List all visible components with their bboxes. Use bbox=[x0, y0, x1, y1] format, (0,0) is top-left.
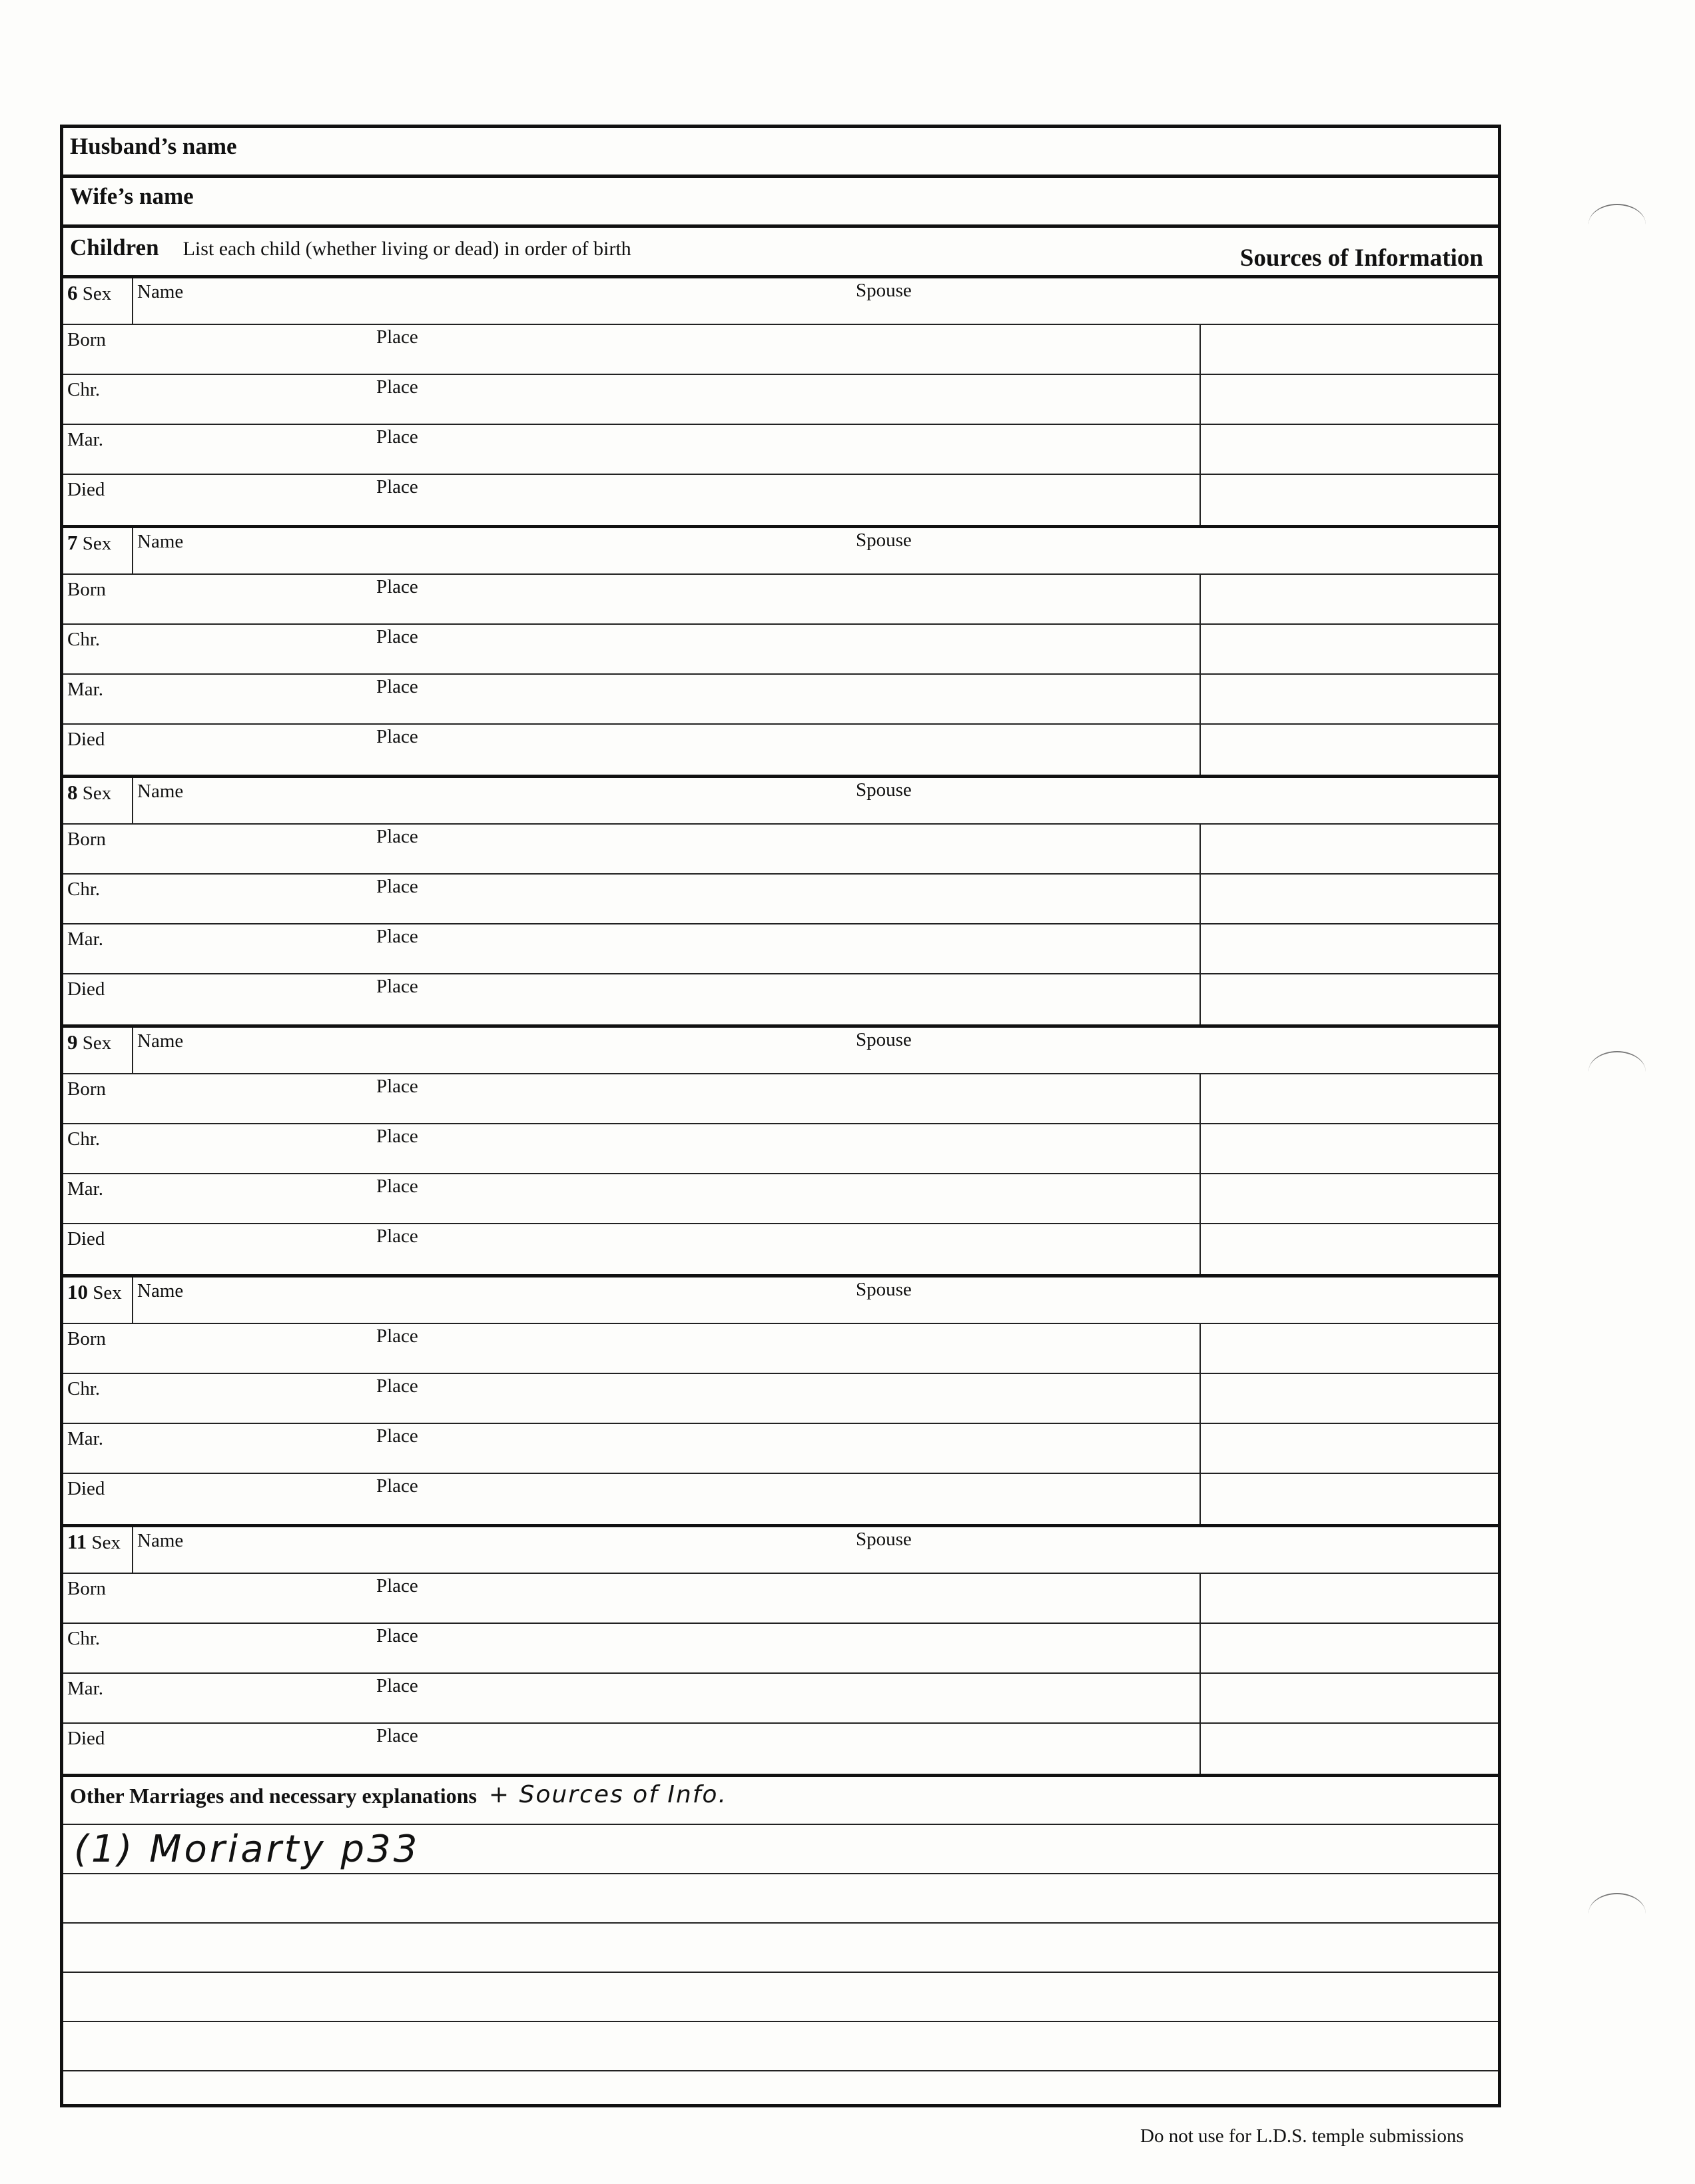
event-row-chr bbox=[63, 625, 1498, 675]
mar-date-place-field[interactable] bbox=[63, 1674, 1199, 1722]
child-sex-field[interactable] bbox=[63, 778, 133, 823]
spouse-label: Spouse bbox=[856, 280, 912, 301]
event-row-born bbox=[63, 1574, 1498, 1624]
chr-date-place-field[interactable] bbox=[63, 1624, 1199, 1672]
name-label: Name bbox=[137, 781, 184, 802]
event-row-mar bbox=[63, 1174, 1498, 1224]
event-row-born bbox=[63, 825, 1498, 875]
sex-label: Sex bbox=[82, 783, 112, 804]
other-marriages-header bbox=[63, 1777, 1498, 1825]
place-label: Place bbox=[376, 1725, 418, 1746]
footer-note: Do not use for L.D.S. temple submissions bbox=[1140, 2125, 1464, 2147]
children-label: Children bbox=[70, 234, 159, 260]
source-field[interactable] bbox=[1199, 1574, 1498, 1623]
chr-date-place-field[interactable] bbox=[63, 375, 1199, 424]
name-label: Name bbox=[137, 1030, 184, 1052]
source-field[interactable] bbox=[1199, 375, 1498, 424]
name-label: Name bbox=[137, 1280, 184, 1301]
born-date-place-field[interactable] bbox=[63, 1574, 1199, 1623]
child-number: 8 bbox=[67, 781, 78, 804]
explanation-line[interactable] bbox=[63, 2071, 1498, 2104]
born-label: Born bbox=[67, 1578, 106, 1599]
children-instructions: List each child (whether living or dead) in order of birth bbox=[182, 238, 631, 260]
child-entry bbox=[63, 1028, 1498, 1277]
born-date-place-field[interactable] bbox=[63, 1074, 1199, 1123]
source-field[interactable] bbox=[1199, 1174, 1498, 1223]
mar-date-place-field[interactable] bbox=[63, 675, 1199, 723]
source-field[interactable] bbox=[1199, 875, 1498, 923]
child-name-row bbox=[63, 1527, 1498, 1574]
place-label: Place bbox=[376, 826, 418, 847]
born-label: Born bbox=[67, 829, 106, 850]
place-label: Place bbox=[376, 1675, 418, 1696]
event-row-chr bbox=[63, 1124, 1498, 1174]
source-field[interactable] bbox=[1199, 1374, 1498, 1423]
born-date-place-field[interactable] bbox=[63, 575, 1199, 623]
child-entry bbox=[63, 278, 1498, 528]
event-row-died bbox=[63, 725, 1498, 775]
husband-name-row[interactable] bbox=[63, 128, 1498, 178]
children-header bbox=[63, 228, 1498, 278]
source-field[interactable] bbox=[1199, 1074, 1498, 1123]
child-number: 9 bbox=[67, 1030, 78, 1054]
place-label: Place bbox=[376, 326, 418, 348]
spouse-label: Spouse bbox=[856, 1279, 912, 1300]
handwritten-entry: (1) Moriarty p33 bbox=[74, 1828, 420, 1871]
place-label: Place bbox=[376, 626, 418, 647]
source-field[interactable] bbox=[1199, 1474, 1498, 1524]
child-entry bbox=[63, 528, 1498, 778]
died-date-place-field[interactable] bbox=[63, 725, 1199, 775]
event-row-chr bbox=[63, 1374, 1498, 1424]
chr-label: Chr. bbox=[67, 379, 101, 400]
chr-label: Chr. bbox=[67, 1378, 101, 1399]
event-row-born bbox=[63, 1074, 1498, 1124]
event-row-died bbox=[63, 974, 1498, 1024]
died-label: Died bbox=[67, 1478, 105, 1499]
event-row-mar bbox=[63, 1674, 1498, 1724]
child-name-field[interactable] bbox=[133, 278, 1498, 324]
event-row-chr bbox=[63, 1624, 1498, 1674]
child-sex-field[interactable] bbox=[63, 528, 133, 573]
chr-label: Chr. bbox=[67, 629, 101, 650]
other-marriages-label: Other Marriages and necessary explanations bbox=[70, 1784, 477, 1808]
child-name-row bbox=[63, 1277, 1498, 1324]
sex-label: Sex bbox=[82, 283, 112, 304]
child-name-row bbox=[63, 528, 1498, 575]
mar-label: Mar. bbox=[67, 1428, 103, 1449]
name-label: Name bbox=[137, 281, 184, 302]
sources-of-information-label: Sources of Information bbox=[1239, 244, 1483, 272]
died-date-place-field[interactable] bbox=[63, 1724, 1199, 1774]
family-group-sheet-form bbox=[60, 125, 1501, 2107]
source-field[interactable] bbox=[1199, 1674, 1498, 1722]
mar-label: Mar. bbox=[67, 679, 103, 700]
source-field[interactable] bbox=[1199, 1724, 1498, 1774]
child-entry bbox=[63, 778, 1498, 1028]
born-label: Born bbox=[67, 1078, 106, 1100]
child-number: 11 bbox=[67, 1530, 87, 1553]
event-row-born bbox=[63, 1324, 1498, 1374]
binder-hole-bottom bbox=[1588, 1893, 1646, 1934]
mar-date-place-field[interactable] bbox=[63, 425, 1199, 474]
child-name-row bbox=[63, 1028, 1498, 1074]
child-sex-field[interactable] bbox=[63, 1527, 133, 1573]
mar-label: Mar. bbox=[67, 928, 103, 950]
died-label: Died bbox=[67, 1728, 105, 1749]
chr-date-place-field[interactable] bbox=[63, 875, 1199, 923]
died-label: Died bbox=[67, 479, 105, 500]
source-field[interactable] bbox=[1199, 1324, 1498, 1373]
sex-label: Sex bbox=[91, 1532, 121, 1553]
mar-label: Mar. bbox=[67, 1178, 103, 1200]
source-field[interactable] bbox=[1199, 1224, 1498, 1274]
binder-hole-middle bbox=[1588, 1051, 1646, 1092]
explanation-line[interactable] bbox=[63, 1973, 1498, 2022]
place-label: Place bbox=[376, 1126, 418, 1147]
born-date-place-field[interactable] bbox=[63, 325, 1199, 374]
child-number: 6 bbox=[67, 281, 78, 304]
source-field[interactable] bbox=[1199, 924, 1498, 973]
name-label: Name bbox=[137, 1530, 184, 1551]
source-field[interactable] bbox=[1199, 1424, 1498, 1473]
event-row-mar bbox=[63, 924, 1498, 974]
event-row-born bbox=[63, 325, 1498, 375]
spouse-label: Spouse bbox=[856, 779, 912, 801]
place-label: Place bbox=[376, 1425, 418, 1447]
explanation-line[interactable] bbox=[63, 2022, 1498, 2071]
child-name-row bbox=[63, 278, 1498, 325]
sex-label: Sex bbox=[82, 533, 112, 554]
died-date-place-field[interactable] bbox=[63, 1224, 1199, 1274]
mar-label: Mar. bbox=[67, 429, 103, 450]
name-label: Name bbox=[137, 531, 184, 552]
died-date-place-field[interactable] bbox=[63, 1474, 1199, 1524]
mar-date-place-field[interactable] bbox=[63, 924, 1199, 973]
child-number: 10 bbox=[67, 1280, 88, 1303]
husband-name-label: Husband’s name bbox=[70, 133, 237, 159]
source-field[interactable] bbox=[1199, 1624, 1498, 1672]
mar-date-place-field[interactable] bbox=[63, 1174, 1199, 1223]
died-label: Died bbox=[67, 729, 105, 750]
source-field[interactable] bbox=[1199, 1124, 1498, 1173]
place-label: Place bbox=[376, 926, 418, 947]
child-name-field[interactable] bbox=[133, 778, 1498, 823]
born-label: Born bbox=[67, 1328, 106, 1349]
born-label: Born bbox=[67, 579, 106, 600]
event-row-mar bbox=[63, 425, 1498, 475]
event-row-chr bbox=[63, 875, 1498, 924]
sex-label: Sex bbox=[82, 1032, 112, 1054]
wife-name-label: Wife’s name bbox=[70, 183, 194, 209]
source-field[interactable] bbox=[1199, 625, 1498, 673]
died-label: Died bbox=[67, 1228, 105, 1250]
place-label: Place bbox=[376, 1176, 418, 1197]
place-label: Place bbox=[376, 676, 418, 697]
explanation-line[interactable] bbox=[63, 1924, 1498, 1973]
child-number: 7 bbox=[67, 531, 78, 554]
source-field[interactable] bbox=[1199, 675, 1498, 723]
event-row-died bbox=[63, 1474, 1498, 1524]
died-date-place-field[interactable] bbox=[63, 475, 1199, 525]
mar-label: Mar. bbox=[67, 1678, 103, 1699]
child-name-field[interactable] bbox=[133, 528, 1498, 573]
child-entry bbox=[63, 1277, 1498, 1527]
event-row-mar bbox=[63, 1424, 1498, 1474]
event-row-died bbox=[63, 475, 1498, 525]
event-row-died bbox=[63, 1724, 1498, 1774]
binder-hole-top bbox=[1588, 204, 1646, 245]
child-name-field[interactable] bbox=[133, 1277, 1498, 1323]
event-row-chr bbox=[63, 375, 1498, 425]
chr-label: Chr. bbox=[67, 1128, 101, 1150]
place-label: Place bbox=[376, 1375, 418, 1397]
place-label: Place bbox=[376, 876, 418, 897]
place-label: Place bbox=[376, 1625, 418, 1646]
spouse-label: Spouse bbox=[856, 530, 912, 551]
source-field[interactable] bbox=[1199, 475, 1498, 525]
explanation-line[interactable] bbox=[63, 1825, 1498, 1874]
event-row-died bbox=[63, 1224, 1498, 1274]
spouse-label: Spouse bbox=[856, 1029, 912, 1050]
child-sex-field[interactable] bbox=[63, 1277, 133, 1323]
source-field[interactable] bbox=[1199, 325, 1498, 374]
source-field[interactable] bbox=[1199, 425, 1498, 474]
explanation-line[interactable] bbox=[63, 1874, 1498, 1924]
child-sex-field[interactable] bbox=[63, 278, 133, 324]
source-field[interactable] bbox=[1199, 725, 1498, 775]
child-name-field[interactable] bbox=[133, 1028, 1498, 1073]
child-entry bbox=[63, 1527, 1498, 1777]
explanation-lines bbox=[63, 1825, 1498, 2104]
source-field[interactable] bbox=[1199, 825, 1498, 873]
died-label: Died bbox=[67, 978, 105, 1000]
source-field[interactable] bbox=[1199, 575, 1498, 623]
mar-date-place-field[interactable] bbox=[63, 1424, 1199, 1473]
died-date-place-field[interactable] bbox=[63, 974, 1199, 1024]
wife-name-row[interactable] bbox=[63, 178, 1498, 228]
place-label: Place bbox=[376, 1226, 418, 1247]
chr-label: Chr. bbox=[67, 1628, 101, 1649]
child-name-row bbox=[63, 778, 1498, 825]
place-label: Place bbox=[376, 426, 418, 448]
born-date-place-field[interactable] bbox=[63, 825, 1199, 873]
child-sex-field[interactable] bbox=[63, 1028, 133, 1073]
place-label: Place bbox=[376, 1475, 418, 1497]
place-label: Place bbox=[376, 376, 418, 398]
place-label: Place bbox=[376, 476, 418, 498]
chr-label: Chr. bbox=[67, 879, 101, 900]
place-label: Place bbox=[376, 576, 418, 597]
chr-date-place-field[interactable] bbox=[63, 1124, 1199, 1173]
event-row-born bbox=[63, 575, 1498, 625]
source-field[interactable] bbox=[1199, 974, 1498, 1024]
chr-date-place-field[interactable] bbox=[63, 625, 1199, 673]
born-label: Born bbox=[67, 329, 106, 350]
place-label: Place bbox=[376, 1325, 418, 1347]
spouse-label: Spouse bbox=[856, 1529, 912, 1550]
chr-date-place-field[interactable] bbox=[63, 1374, 1199, 1423]
place-label: Place bbox=[376, 1076, 418, 1097]
place-label: Place bbox=[376, 976, 418, 997]
handwritten-sources-note: + Sources of Info. bbox=[488, 1781, 727, 1808]
event-row-mar bbox=[63, 675, 1498, 725]
place-label: Place bbox=[376, 726, 418, 747]
children-list bbox=[63, 278, 1498, 1777]
sex-label: Sex bbox=[93, 1282, 122, 1303]
place-label: Place bbox=[376, 1575, 418, 1597]
born-date-place-field[interactable] bbox=[63, 1324, 1199, 1373]
child-name-field[interactable] bbox=[133, 1527, 1498, 1573]
